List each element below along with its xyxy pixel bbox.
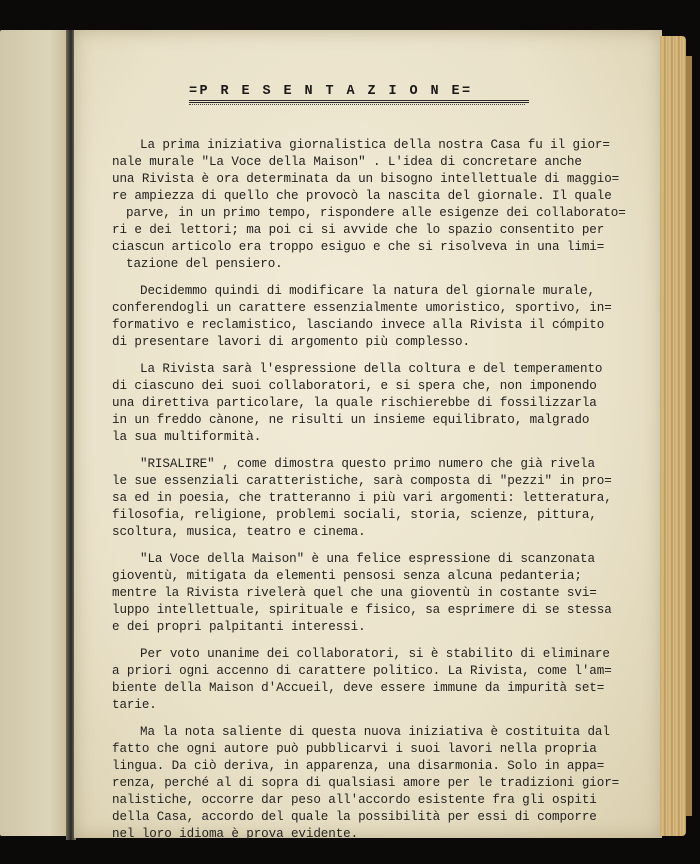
- text-line: Decidemmo quindi di modificare la natura del giornale murale,: [140, 284, 595, 298]
- paragraph-1: [112, 137, 652, 273]
- paragraph-6: [112, 646, 652, 714]
- title-underline: [189, 104, 525, 105]
- text-line: nale murale "La Voce della Maison" . L'idea di concretare anche: [112, 155, 582, 169]
- text-line: una Rivista è ora determinata da un bisogno intellettuale di maggio=: [112, 172, 620, 186]
- text-line: luppo intellettuale, spirituale e fisico, sa esprimere di se stessa: [112, 603, 612, 617]
- text-line: ri e dei lettori; ma poi ci si avvide che lo spazio consentito per: [112, 223, 605, 237]
- text-line: mentre la Rivista rivelerà quel che una gioventù in costante svi=: [112, 586, 597, 600]
- text-line: gioventù, mitigata da elementi pensosi senza alcuna pedanteria;: [112, 569, 582, 583]
- paragraph-4: [112, 456, 652, 541]
- paragraph-7: [112, 724, 652, 843]
- text-line: fatto che ogni autore può pubblicarvi i suoi lavori nella propria: [112, 742, 597, 756]
- text-line: parve, in un primo tempo, rispondere alle esigenze dei collaborato=: [126, 206, 626, 220]
- page-edges: [660, 36, 686, 836]
- text-line: conferendogli un carattere essenzialmente umoristico, sportivo, in=: [112, 301, 612, 315]
- text-line: La prima iniziativa giornalistica della nostra Casa fu il gior=: [140, 138, 610, 152]
- paragraph-5: [112, 551, 652, 636]
- paragraph-2: [112, 283, 652, 351]
- text-line: di presentare lavori di argomento più complesso.: [112, 335, 470, 349]
- text-line: sa ed in poesia, che tratteranno i più vari argomenti: letteratura,: [112, 491, 612, 505]
- text-line: "RISALIRE" , come dimostra questo primo numero che già rivela: [140, 457, 595, 471]
- text-line: La Rivista sarà l'espressione della coltura e del temperamento: [140, 362, 603, 376]
- text-line: nalistiche, occorre dar peso all'accordo esistente fra gli ospiti: [112, 793, 597, 807]
- text-line: renza, perché al di sopra di qualsiasi amore per le tradizioni gior=: [112, 776, 620, 790]
- text-line: ciascun articolo era troppo esiguo e che si risolveva in una limi=: [112, 240, 605, 254]
- paragraph-3: [112, 361, 652, 446]
- text-line: lingua. Da ciò deriva, in apparenza, una disarmonia. Solo in appa=: [112, 759, 605, 773]
- text-line: in un freddo cànone, ne risulti un insieme equilibrato, malgrado: [112, 413, 590, 427]
- body-text: [112, 137, 652, 853]
- text-line: la sua multiformità.: [112, 430, 262, 444]
- text-line: tazione del pensiero.: [126, 257, 283, 271]
- text-line: "La Voce della Maison" è una felice espressione di scanzonata: [140, 552, 595, 566]
- text-line: re ampiezza di quello che provocò la nascita del giornale. Il quale: [112, 189, 612, 203]
- text-line: di ciascuno dei suoi collaboratori, e si spera che, non imponendo: [112, 379, 597, 393]
- text-line: le sue essenziali caratteristiche, sarà composta di "pezzi" in pro=: [112, 474, 612, 488]
- text-line: tarie.: [112, 698, 157, 712]
- text-line: biente della Maison d'Accueil, deve essere immune da impurità set=: [112, 681, 605, 695]
- text-line: della Casa, accordo del quale la possibilità per essi di comporre: [112, 810, 597, 824]
- text-line: una direttiva particolare, la quale rischierebbe di fossilizzarla: [112, 396, 597, 410]
- text-line: nel loro idioma è prova evidente.: [112, 827, 359, 841]
- page-title: =P R E S E N T A Z I O N E=: [189, 84, 529, 103]
- text-line: filosofia, religione, problemi sociali, storia, scienze, pittura,: [112, 508, 597, 522]
- text-line: Ma la nota saliente di questa nuova iniziativa è costituita dal: [140, 725, 610, 739]
- text-line: Per voto unanime dei collaboratori, si è stabilito di eliminare: [140, 647, 610, 661]
- text-line: a priori ogni accenno di carattere politico. La Rivista, come l'am=: [112, 664, 612, 678]
- text-line: e dei propri palpitanti interessi.: [112, 620, 366, 634]
- text-line: scoltura, musica, teatro e cinema.: [112, 525, 366, 539]
- text-line: formativo e reclamistico, lasciando invece alla Rivista il cómpito: [112, 318, 605, 332]
- facing-page-edge: [0, 30, 70, 836]
